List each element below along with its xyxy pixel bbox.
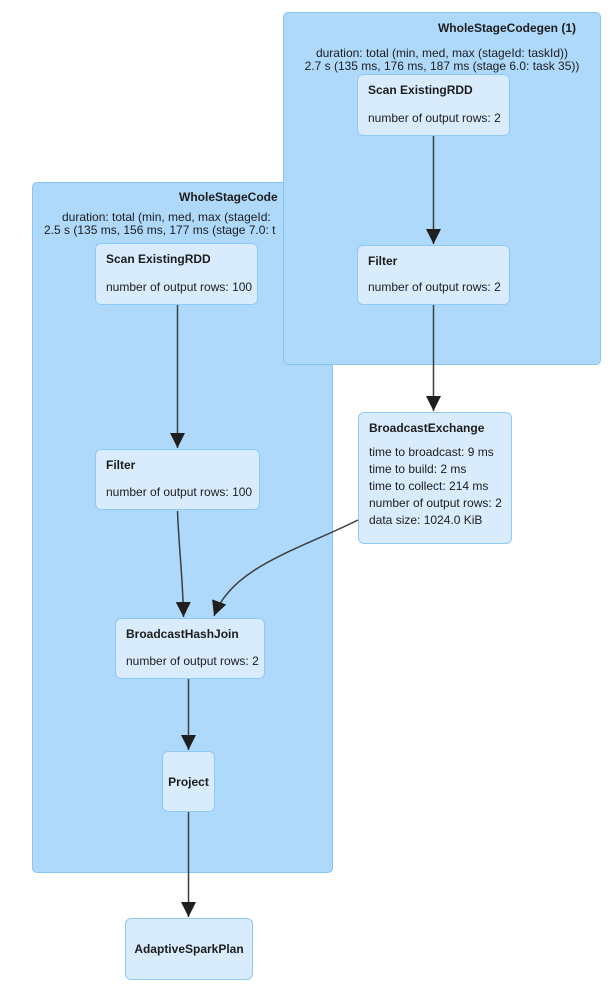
node-metric: time to build: 2 ms — [369, 462, 467, 476]
cluster-title: WholeStageCode — [179, 190, 278, 204]
node-title: Scan ExistingRDD — [106, 252, 211, 266]
node-metric: number of output rows: 2 — [368, 280, 501, 294]
cluster-duration — [284, 47, 600, 73]
node-title: Filter — [106, 458, 136, 472]
cluster-duration-line2: 2.5 s (135 ms, 156 ms, 177 ms (stage 7.0: t — [44, 223, 276, 237]
cluster-duration-line2: 2.7 s (135 ms, 176 ms, 187 ms (stage 6.0: task 35)) — [304, 59, 580, 73]
node-adaptive-spark-plan[interactable] — [125, 918, 253, 980]
cluster-title: WholeStageCodegen (1) — [437, 21, 576, 35]
node-title: Project — [168, 774, 209, 789]
node-metric: time to broadcast: 9 ms — [369, 445, 494, 459]
node-metric: number of output rows: 100 — [106, 280, 253, 294]
node-metric: number of output rows: 100 — [106, 485, 253, 499]
node-scan-existingrdd-left[interactable] — [95, 243, 258, 305]
cluster-wholestagecodegen-1 — [283, 12, 601, 365]
node-metric: number of output rows: 2 — [126, 654, 259, 668]
node-scan-existingrdd-right[interactable] — [357, 74, 510, 136]
cluster-duration-line1: duration: total (min, med, max (stageId: taskId)) — [315, 46, 569, 60]
node-metric: data size: 1024.0 KiB — [369, 513, 483, 527]
node-broadcast-hash-join[interactable] — [115, 618, 265, 679]
node-title: AdaptiveSparkPlan — [134, 942, 244, 956]
node-filter-left[interactable] — [95, 449, 260, 510]
node-filter-right[interactable] — [357, 245, 510, 305]
node-title: BroadcastExchange — [369, 421, 485, 435]
node-title: Filter — [368, 254, 398, 268]
node-metric: time to collect: 214 ms — [369, 479, 489, 493]
node-project[interactable] — [162, 751, 215, 812]
cluster-duration-line1: duration: total (min, med, max (stageId: — [62, 210, 271, 224]
node-title: BroadcastHashJoin — [126, 627, 239, 641]
node-title: Scan ExistingRDD — [368, 83, 473, 97]
node-metric: number of output rows: 2 — [368, 111, 501, 125]
node-broadcast-exchange[interactable] — [358, 412, 512, 544]
node-metric: number of output rows: 2 — [369, 496, 502, 510]
